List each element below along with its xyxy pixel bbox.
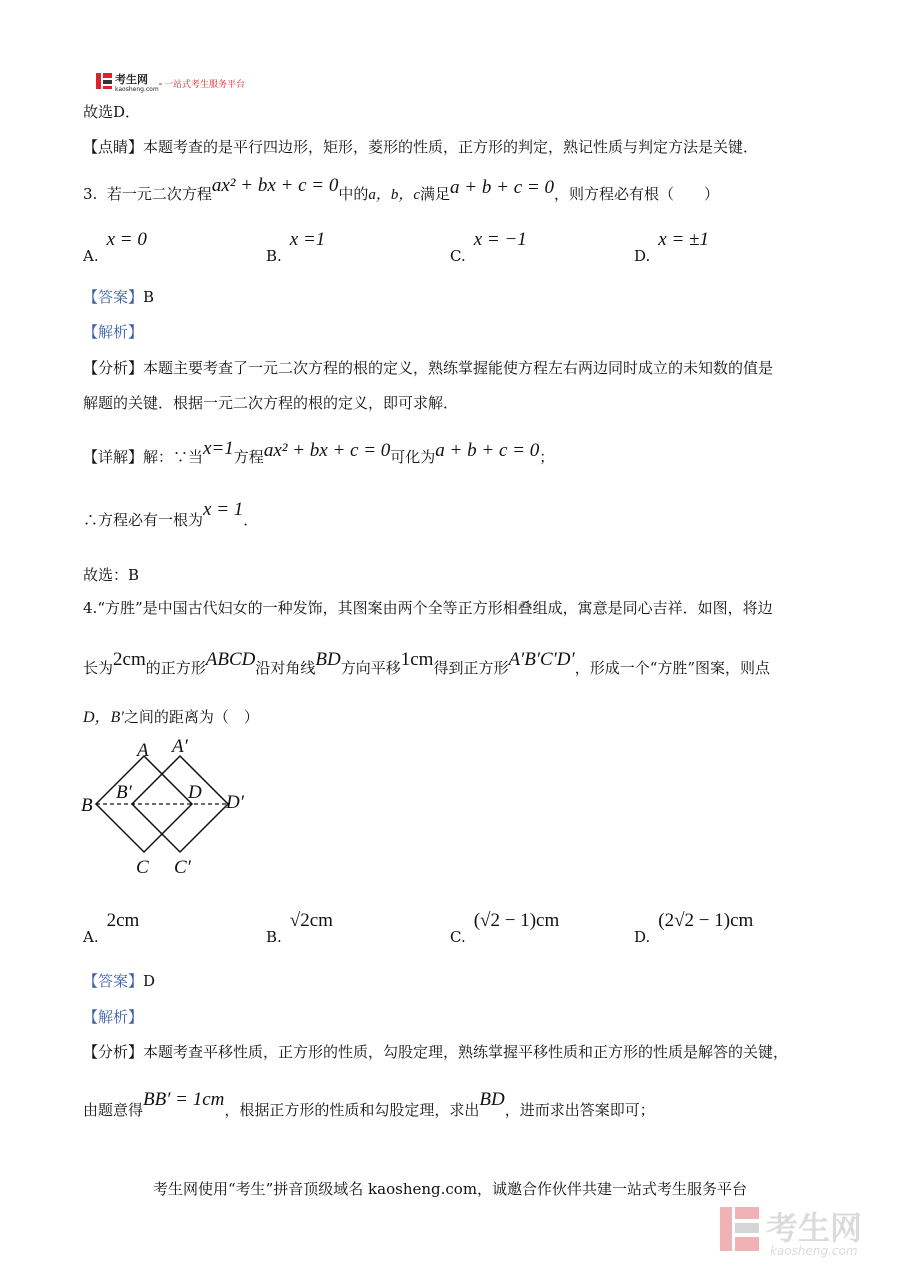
header-slogan: 一站式考生服务平台 bbox=[164, 80, 246, 90]
xj-b: 方程 bbox=[233, 448, 264, 466]
fenxi-text: 本题主要考查了一元二次方程的根的定义，熟练掌握能使方程左右两边同时成立的未知数的值是 bbox=[143, 359, 774, 377]
option-label: C. bbox=[450, 928, 466, 946]
q4-option-c[interactable] bbox=[450, 910, 560, 946]
l2-diag: BD bbox=[315, 649, 341, 670]
option-label: A. bbox=[83, 247, 99, 265]
dianjing-text: 本题考查的是平行四边形，矩形，菱形的性质，正方形的判定，熟记性质与判定方法是关键． bbox=[143, 138, 759, 156]
f2-a: 由题意得 bbox=[83, 1101, 144, 1119]
label-D-prime: D′ bbox=[226, 792, 244, 813]
l2-sq: ABCD bbox=[205, 649, 256, 670]
option-value: x = −1 bbox=[473, 229, 527, 250]
l2-f: ，形成一个“方胜”图案，则点 bbox=[574, 659, 771, 677]
xj-c: 可化为 bbox=[390, 448, 436, 466]
xiangjie-label: 【详解】 bbox=[83, 448, 144, 466]
q4-line2 bbox=[83, 649, 771, 680]
option-value: 2cm bbox=[106, 910, 140, 931]
option-value: (√2 − 1)cm bbox=[473, 910, 560, 931]
q3-option-a[interactable] bbox=[83, 229, 147, 265]
label-B-prime: B′ bbox=[116, 782, 132, 803]
answer-value: B bbox=[143, 288, 155, 306]
l3-text: 之间的距离为（ ） bbox=[123, 708, 259, 726]
fenxi-label: 【分析】 bbox=[83, 1043, 144, 1061]
label-D: D bbox=[188, 782, 202, 803]
option-value: (2√2 − 1)cm bbox=[658, 910, 754, 931]
option-value: √2cm bbox=[289, 910, 333, 931]
l3-pts: D，B′ bbox=[83, 709, 124, 726]
watermark-domain: kaosheng.com bbox=[770, 1244, 858, 1258]
therefore-eq: x = 1 bbox=[203, 499, 244, 520]
q4-option-a[interactable] bbox=[83, 910, 140, 946]
f2-b: ，根据正方形的性质和勾股定理，求出 bbox=[224, 1101, 480, 1119]
header-logo bbox=[96, 71, 266, 97]
answer-label: 【答案】 bbox=[83, 972, 144, 990]
option-label: C. bbox=[450, 247, 466, 265]
xj-a: 解：∵当 bbox=[143, 448, 204, 466]
q4-answer bbox=[83, 969, 155, 993]
fenxi-label: 【分析】 bbox=[83, 359, 144, 377]
l2-a: 长为 bbox=[83, 659, 114, 677]
q3-stem-d: ，则方程必有根（ ） bbox=[553, 185, 719, 203]
q4-option-b[interactable] bbox=[266, 910, 333, 946]
q3-stem-c: 满足 bbox=[420, 185, 451, 203]
therefore-a: ∴方程必有一根为 bbox=[83, 511, 204, 529]
option-label: D. bbox=[634, 928, 651, 946]
q3-vars: a，b，c bbox=[368, 187, 421, 203]
q3-stem-a: 若一元二次方程 bbox=[106, 185, 212, 203]
l2-e: 得到正方形 bbox=[433, 659, 509, 677]
f2-c: ，进而求出答案即可； bbox=[504, 1101, 655, 1119]
q4-fenxi-2 bbox=[83, 1089, 655, 1122]
label-A: A bbox=[137, 740, 149, 761]
l2-shift: 1cm bbox=[400, 649, 434, 670]
q2-choose: 故选D． bbox=[83, 103, 141, 121]
q4-line3 bbox=[83, 705, 259, 730]
q3-fenxi-1 bbox=[83, 356, 773, 380]
xj-d: ； bbox=[539, 448, 555, 466]
q4-fenxi-1 bbox=[83, 1040, 788, 1064]
option-label: B. bbox=[266, 247, 282, 265]
option-label: D. bbox=[634, 247, 651, 265]
q3-stem bbox=[83, 175, 719, 207]
q3-stem-b: 中的 bbox=[338, 185, 369, 203]
kaosheng-logo-icon bbox=[96, 71, 266, 93]
option-value: x =1 bbox=[289, 229, 326, 250]
q4-jiexi-label: 【解析】 bbox=[83, 1008, 144, 1026]
label-C: C bbox=[136, 857, 149, 878]
q4-line1 bbox=[83, 596, 773, 620]
q3-answer bbox=[83, 285, 154, 309]
xj-eq2: ax² + bx + c = 0 bbox=[263, 440, 391, 461]
dianjing-label: 【点睛】 bbox=[83, 138, 144, 156]
label-B: B bbox=[81, 795, 93, 816]
option-label: A. bbox=[83, 928, 99, 946]
q4-number: 4. bbox=[83, 599, 98, 617]
f2-eq: BB′ = 1cm bbox=[143, 1089, 225, 1110]
l2-c: 沿对角线 bbox=[255, 659, 316, 677]
option-value: x = 0 bbox=[106, 229, 147, 250]
xj-eq3: a + b + c = 0 bbox=[435, 440, 540, 461]
q3-option-b[interactable] bbox=[266, 229, 326, 265]
l2-sq2: A′B′C′D′ bbox=[508, 649, 575, 670]
xj-eq1: x=1 bbox=[203, 438, 234, 459]
watermark-logo bbox=[718, 1203, 883, 1262]
q3-xiangjie bbox=[83, 438, 555, 469]
header-brand: 考生网 bbox=[115, 73, 148, 86]
l2-len: 2cm bbox=[113, 649, 146, 670]
fangsheng-figure bbox=[76, 734, 266, 884]
q3-choose: 故选：B bbox=[83, 566, 140, 584]
option-value: x = ±1 bbox=[658, 229, 709, 250]
label-A-prime: A′ bbox=[172, 736, 188, 757]
page-footer: 考生网使用“考生”拼音顶级域名 kaosheng.com，诚邀合作伙伴共建一站式考生服务平台 bbox=[152, 1180, 748, 1198]
q3-option-d[interactable] bbox=[634, 229, 709, 265]
therefore-b: ． bbox=[243, 511, 259, 529]
q4-line1-text: “方胜”是中国古代妇女的一种发饰，其图案由两个全等正方形相叠组成，寓意是同心吉祥．如图，将边 bbox=[97, 599, 773, 617]
option-label: B. bbox=[266, 928, 282, 946]
header-domain: kaosheng.com bbox=[115, 86, 159, 93]
f2-bd: BD bbox=[479, 1089, 505, 1110]
label-C-prime: C′ bbox=[174, 857, 191, 878]
answer-label: 【答案】 bbox=[83, 288, 144, 306]
kaosheng-watermark-icon bbox=[718, 1203, 883, 1258]
q3-therefore bbox=[83, 499, 259, 532]
q3-equation: ax² + bx + c = 0 bbox=[211, 175, 339, 196]
q2-dianjing bbox=[83, 135, 758, 159]
l2-b: 的正方形 bbox=[145, 659, 206, 677]
q3-jiexi-label: 【解析】 bbox=[83, 323, 144, 341]
l2-d: 方向平移 bbox=[340, 659, 401, 677]
fenxi-text: 本题考查平移性质，正方形的性质，勾股定理，熟练掌握平移性质和正方形的性质是解答的关键， bbox=[143, 1043, 789, 1061]
watermark-brand: 考生网 bbox=[766, 1209, 863, 1247]
q4-option-d[interactable] bbox=[634, 910, 754, 946]
answer-value: D bbox=[143, 972, 156, 990]
q3-condition: a + b + c = 0 bbox=[450, 177, 554, 198]
q3-number: 3. bbox=[83, 185, 98, 203]
q3-option-c[interactable] bbox=[450, 229, 527, 265]
q3-fenxi-2: 解题的关键．根据一元二次方程的根的定义，即可求解． bbox=[83, 394, 459, 412]
